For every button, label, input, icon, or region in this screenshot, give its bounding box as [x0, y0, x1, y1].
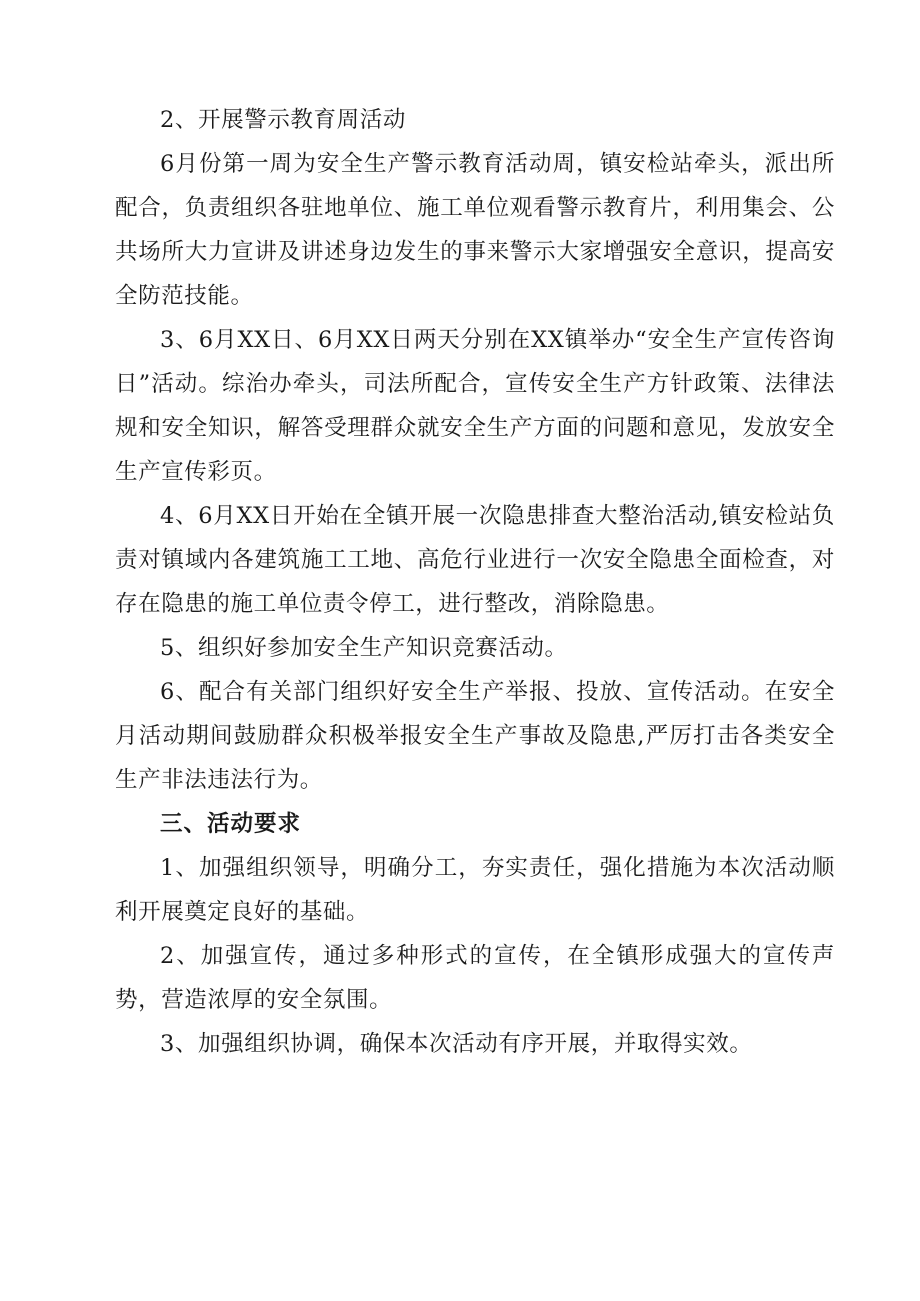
paragraph-requirement-2: 2、加强宣传，通过多种形式的宣传，在全镇形成强大的宣传声势，营造浓厚的安全氛围。: [115, 943, 835, 1013]
paragraph-requirement-1: 1、加强组织领导，明确分工，夯实责任，强化措施为本次活动顺利开展奠定良好的基础。: [115, 855, 835, 925]
paragraph-item-3-consultation-day: 3、6月XX日、6月XX日两天分别在XX镇举办“安全生产宣传咨询日”活动。综治办牵头，司法所配合，宣传安全生产方针政策、法律法规和安全知识，解答受理群众就安全生产方面的问题和意见，发放安全生产宣传彩页。: [115, 327, 835, 485]
paragraph-item-6-reporting: 6、配合有关部门组织好安全生产举报、投放、宣传活动。在安全月活动期间鼓励群众积极举报安全生产事故及隐患,严厉打击各类安全生产非法违法行为。: [115, 679, 835, 793]
paragraph-item-4-hazard-inspection: 4、6月XX日开始在全镇开展一次隐患排查大整治活动,镇安检站负责对镇域内各建筑施工工地、高危行业进行一次安全隐患全面检查，对存在隐患的施工单位责令停工，进行整改，消除隐患。: [115, 503, 835, 617]
section-heading-requirements: 三、活动要求: [160, 811, 302, 837]
document-body: [115, 98, 835, 1066]
paragraph-item-5-knowledge-contest: 5、组织好参加安全生产知识竞赛活动。: [160, 635, 568, 661]
paragraph-requirement-3: 3、加强组织协调，确保本次活动有序开展，并取得实效。: [160, 1031, 753, 1057]
paragraph-item-2-warning-week: 2、开展警示教育周活动: [160, 107, 406, 133]
paragraph-warning-week-detail: 6月份第一周为安全生产警示教育活动周，镇安检站牵头，派出所配合，负责组织各驻地单位、施工单位观看警示教育片，利用集会、公共场所大力宣讲及讲述身边发生的事来警示大家增强安全意识，提高安全防范技能。: [115, 151, 835, 309]
